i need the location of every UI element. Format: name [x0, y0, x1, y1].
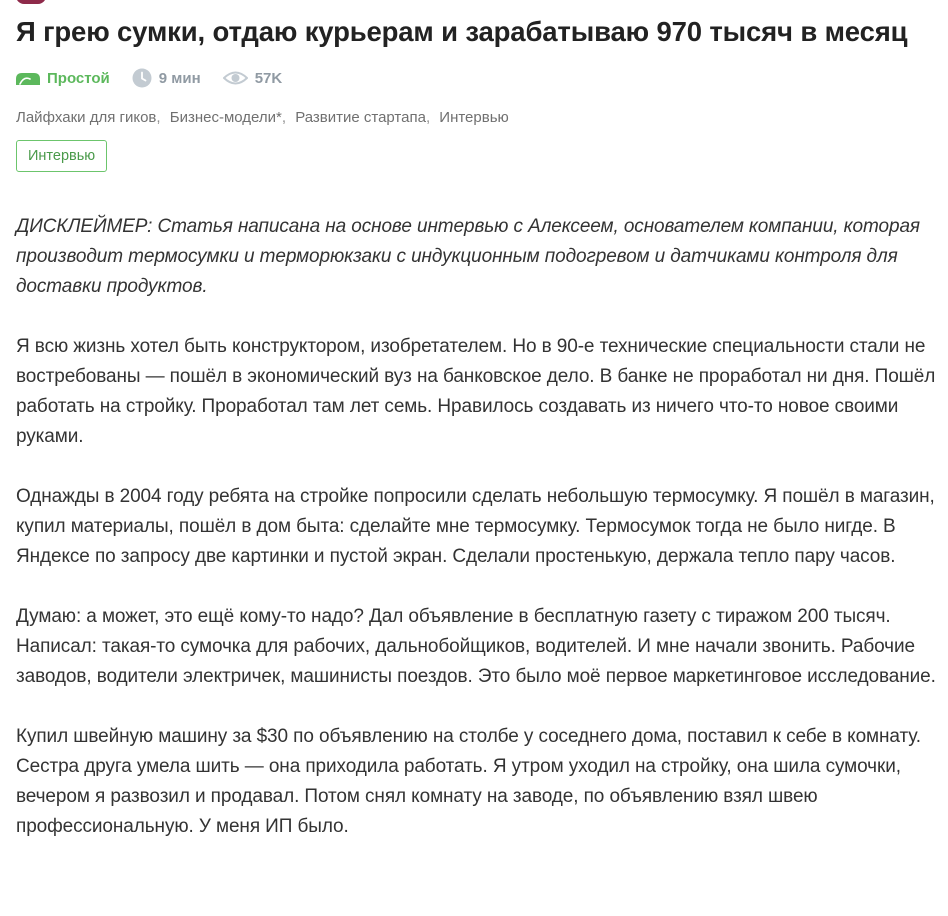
views-count: [223, 70, 283, 87]
hub-link-interview[interactable]: Интервью: [439, 109, 509, 126]
article: [16, 0, 940, 872]
article-paragraph: Однажды в 2004 году ребята на стройке попросили сделать небольшую термосумку. Я пошёл в магазин, купил материалы, пошёл в дом быта: сделайте мне термосумку. Термосумок тогда не было нигде. В Яндексе по запросу две картинки и пустой экран. Сделали простенькую, держала тепло пару часов.: [16, 486, 935, 567]
tag-interview[interactable]: Интервью: [16, 140, 107, 172]
reading-time: [132, 68, 201, 88]
article-paragraph: Я всю жизнь хотел быть конструктором, изобретателем. Но в 90-е технические специальности стали не востребованы — пошёл в экономический вуз на банковское дело. В банке не проработал ни дня. Пошёл работать на стройку. Проработал там лет семь. Нравилось создавать из ничего что-то новое своими руками.: [16, 336, 936, 447]
reading-time-value: 9 мин: [158, 69, 201, 87]
hub-link-business-models[interactable]: Бизнес-модели*: [169, 109, 282, 126]
article-body: [16, 212, 940, 842]
article-paragraph: Купил швейную машину за $30 по объявлению на столбе у соседнего дома, поставил к себе в комнату. Сестра друга умела шить — она приходила работать. Я утром уходил на стройку, она шила сумочки, вечером я развозил и продавал. Потом снял комнату на заводе, по объявлению взял швею профессиональную. У меня ИП было.: [16, 726, 921, 837]
difficulty-label: Простой: [47, 69, 110, 87]
disclaimer-paragraph: ДИСКЛЕЙМЕР: Статья написана на основе интервью с Алексеем, основателем компании, которая производит термосумки и терморюкзаки с индукционным подогревом и датчиками контроля для доставки продуктов.: [16, 216, 920, 297]
hub-list: Лайфхаки для гиков, Бизнес-модели*, Развитие стартапа, Интервью: [16, 109, 509, 126]
article-title[interactable]: Я грею сумки, отдаю курьерам и зарабатываю 970 тысяч в месяц: [16, 16, 908, 47]
difficulty-badge: [16, 70, 110, 87]
tag-list: [16, 140, 940, 172]
clock-icon: [132, 68, 159, 88]
difficulty-level-icon: [16, 71, 47, 85]
article-paragraph: Думаю: а может, это ещё кому-то надо? Дал объявление в бесплатную газету с тиражом 200 тысяч. Написал: такая-то сумочка для рабочих, дальнобойщиков, водителей. И мне начали звонить. Рабочие заводов, водители электричек, машинисты поездов. Это было моё первое маркетинговое исследование.: [16, 606, 936, 687]
eye-icon: [223, 70, 255, 86]
hub-link-startup-development[interactable]: Развитие стартапа: [295, 109, 426, 126]
article-meta: [16, 68, 940, 88]
hub-link-lifehacks[interactable]: Лайфхаки для гиков: [16, 109, 157, 126]
views-value: 57K: [254, 69, 283, 87]
